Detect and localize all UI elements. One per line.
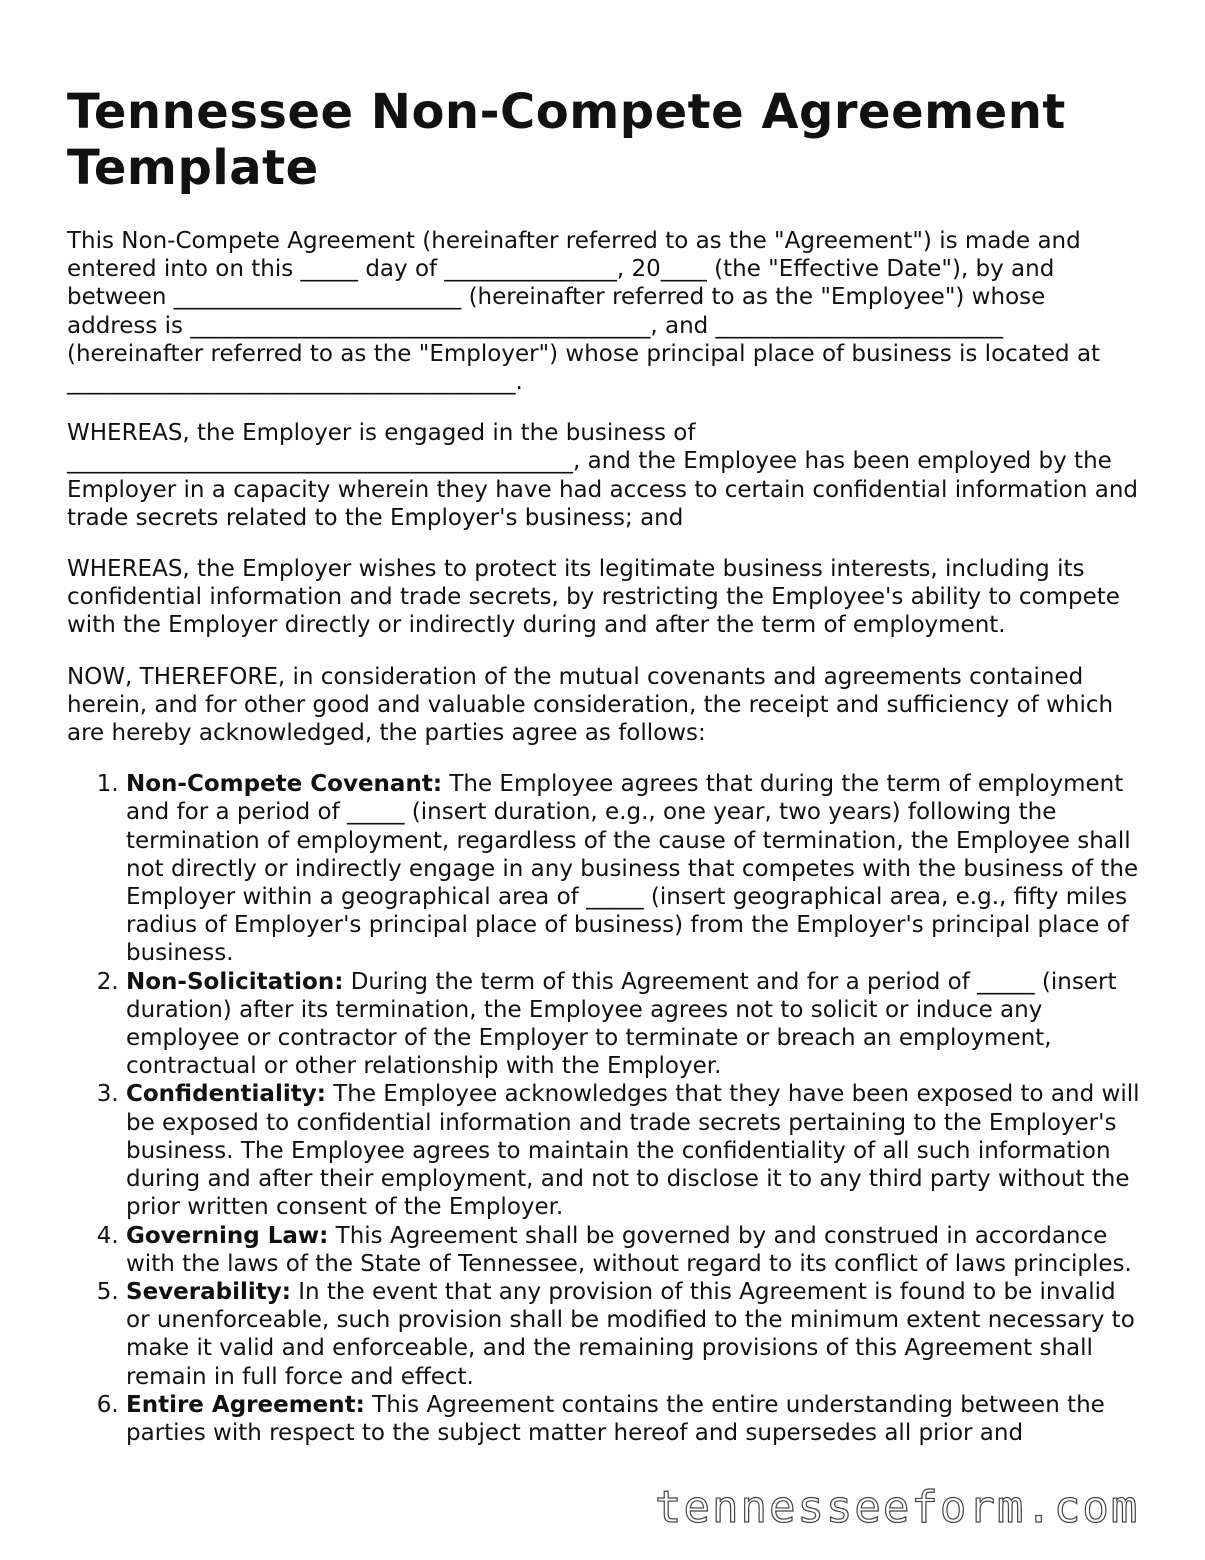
clause-item xyxy=(126,1222,1142,1278)
clause-term: Confidentiality: xyxy=(126,1081,326,1108)
clause-term: Governing Law: xyxy=(126,1222,329,1249)
document-title: Tennessee Non-Compete Agreement Template xyxy=(67,84,1066,196)
clause-text: During the term of this Agreement and for a period of _____ (insert duration) after its termination, the Employee agrees not to solicit or induce any employee or contractor of the Employer to terminate or breach an employment, contractual or other relationship with the Employer. xyxy=(126,968,1117,1080)
clause-item xyxy=(126,1391,1142,1447)
clause-item xyxy=(126,1080,1142,1221)
clause-term: Non-Compete Covenant: xyxy=(126,771,443,798)
clause-text: The Employee agrees that during the term of employment and for a period of _____ (insert duration, e.g., one year, two years) following the termination of employment, regardless of the cause of termination, the Employee shall not directly or indirectly engage in any business that competes with the business of the Employer within a geographical area of _____ (insert geographical area, e.g., fifty miles radius of Employer's principal place of business) from the Employer's principal place of business. xyxy=(126,771,1139,967)
clause-list xyxy=(67,770,1142,1447)
intro-paragraph: This Non-Compete Agreement (hereinafter referred to as the "Agreement") is made and entered into on this _____ day of _______________, 20____ (the "Effective Date"), by and between _________________________ (hereinafter referred to as the "Employee") whose address is ________________________________________, and _________________________ (hereinafter referred to as the "Employer") whose principal place of business is located at _______________________________________. xyxy=(67,228,1101,396)
clause-term: Entire Agreement: xyxy=(126,1391,365,1418)
clause-item xyxy=(126,770,1142,967)
clause-item xyxy=(126,1278,1142,1391)
clause-item xyxy=(126,968,1142,1081)
whereas-protect-paragraph: WHEREAS, the Employer wishes to protect its legitimate business interests, including its confidential information and trade secrets, by restricting the Employee's ability to compete with the Employer directly or indirectly during and after the term of employment. xyxy=(67,556,1120,639)
clause-text: This Agreement contains the entire understanding between the parties with respect to the subject matter hereof and supersedes all prior and xyxy=(126,1391,1105,1446)
site-watermark: tennesseeform.com xyxy=(655,1482,1140,1533)
clause-term: Non-Solicitation: xyxy=(126,968,344,995)
clause-term: Severability: xyxy=(126,1278,291,1305)
whereas-business-paragraph: WHEREAS, the Employer is engaged in the business of ____________________________________________, and the Employee has been employed by the Employer in a capacity wherein they have had access to certain confidential information and trade secrets related to the Employer's business; and xyxy=(67,420,1139,531)
clause-text: The Employee acknowledges that they have been exposed to and will be exposed to confidential information and trade secrets pertaining to the Employer's business. The Employee agrees to maintain the confidentiality of all such information during and after their employment, and not to disclose it to any third party without the prior written consent of the Employer. xyxy=(126,1081,1140,1221)
now-therefore-paragraph: NOW, THEREFORE, in consideration of the mutual covenants and agreements contained herein, and for other good and valuable consideration, the receipt and sufficiency of which are hereby acknowledged, the parties agree as follows: xyxy=(67,663,1114,747)
document-page xyxy=(67,84,1142,1447)
clause-text: In the event that any provision of this Agreement is found to be invalid or unenforceable, such provision shall be modified to the minimum extent necessary to make it valid and enforceable, and the remaining provisions of this Agreement shall remain in full force and effect. xyxy=(126,1278,1135,1390)
clause-text: This Agreement shall be governed by and construed in accordance with the laws of the State of Tennessee, without regard to its conflict of laws principles. xyxy=(126,1222,1132,1277)
